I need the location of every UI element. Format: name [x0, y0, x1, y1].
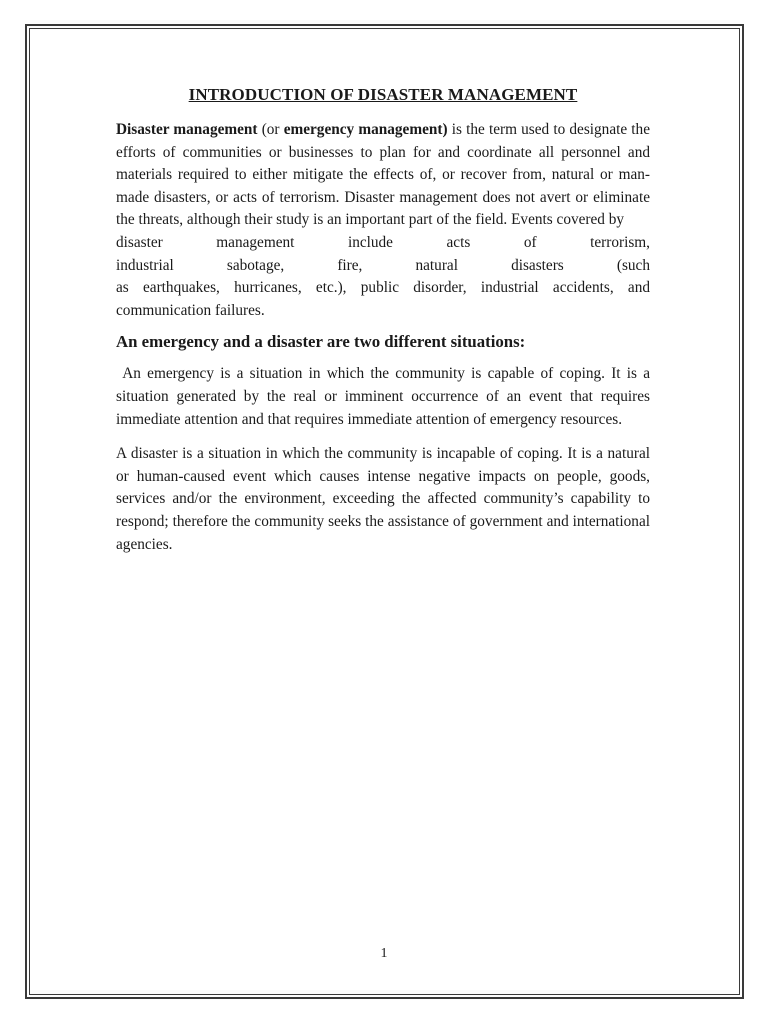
intro-spread-line-1: disaster management include acts of terrorism,: [116, 233, 650, 251]
document-title: INTRODUCTION OF DISASTER MANAGEMENT: [188, 85, 578, 104]
term-disaster-management: Disaster management: [116, 121, 258, 138]
section-subheading: An emergency and a disaster are two different situations:: [116, 332, 526, 352]
disaster-paragraph: A disaster is a situation in which the community is incapable of coping. It is a natural or human-caused event which causes intense negative impacts on people, goods, services and/or the environment, exceeding the affected community’s capability to respond; therefore the community seeks the assistance of government and international agencies.: [116, 445, 650, 553]
emergency-paragraph: An emergency is a situation in which the community is capable of coping. It is a situation generated by the real or imminent occurrence of an event that requires immediate attention and that requires immediate attention of emergency resources.: [116, 365, 650, 428]
term-emergency-management: emergency management: [283, 121, 443, 138]
page-content: [116, 85, 650, 556]
intro-text-a: is the term used to designate the efforts of communities or businesses to plan for and coordinate all personnel and materials required to either mitigate the effects of, or recover from, natural or man-made disasters, or acts of terrorism. Disaster management does not avert or eliminate the threats, although their study is an important part of the field. Events covered by: [116, 121, 650, 229]
intro-paren-close: ): [442, 121, 448, 138]
intro-paren-open: (or: [257, 121, 284, 138]
intro-paragraph: [116, 119, 650, 322]
intro-text-block: [116, 119, 650, 232]
intro-spread-line-2: industrial sabotage, fire, natural disasters (such: [116, 256, 650, 274]
page-number: 1: [380, 946, 388, 961]
intro-text-b: as earthquakes, hurricanes, etc.), public disorder, industrial accidents, and communication failures.: [116, 279, 650, 319]
